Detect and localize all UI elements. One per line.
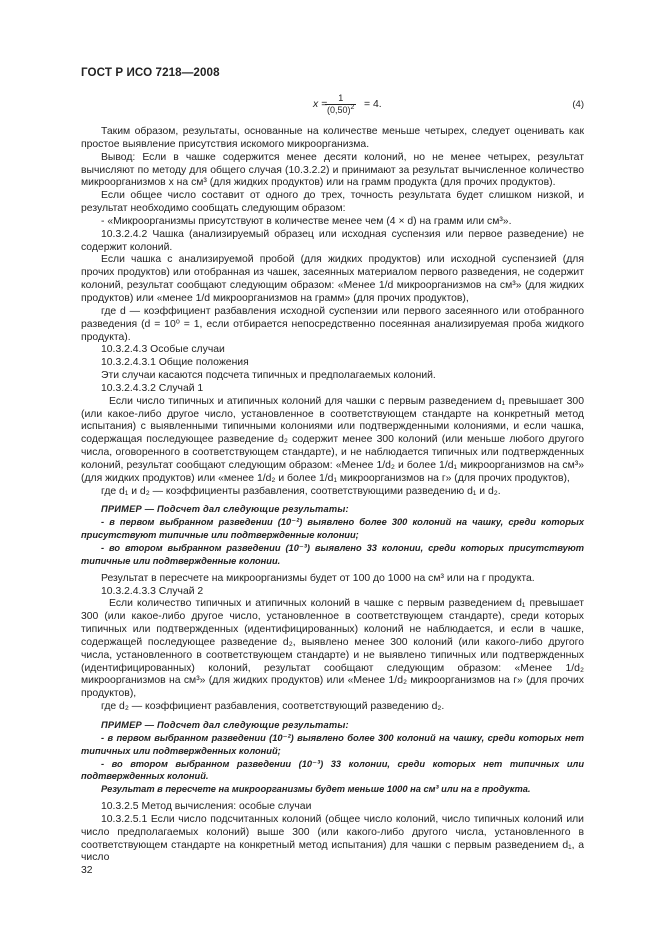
section-heading: 10.3.2.4.3.1 Общие положения bbox=[101, 357, 249, 369]
formula-lhs: x = bbox=[313, 99, 328, 110]
page-number: 32 bbox=[81, 865, 93, 876]
formula-exponent: 2 bbox=[350, 104, 355, 111]
example-line: - в первом выбранном разведении (10⁻²) выявлено более 300 колоний на чашку, среди которых присутствуют типичные или подтвержденные колонии; bbox=[81, 517, 584, 541]
paragraph: 10.3.2.5.1 Если число подсчитанных колоний (общее число колоний, число типичных колоний или число предполагаемых колоний) выше 300 (или какого-либо другого числа, установленного в соответствующем стандарте на конкретный метод испытания) для чашки с первым разведением d₁, а число bbox=[81, 813, 584, 864]
formula-4 bbox=[81, 90, 584, 120]
example-line: - в первом выбранном разведении (10⁻²) выявлено более 300 колоний на чашку, среди которых нет типичных или подтвержденных колоний; bbox=[81, 732, 584, 756]
formula-rhs: = 4. bbox=[364, 99, 382, 110]
example-line: - во втором выбранном разведении (10⁻³) выявлено 33 колонии, среди которых присутствуют типичные или подтвержденные колонии. bbox=[81, 543, 584, 566]
example-title: ПРИМЕР — Подсчет дал следующие результаты: bbox=[101, 719, 349, 730]
paragraph: Если число типичных и атипичных колоний для чашки с первым разведением d₁ превышает 300 (или какое-либо другое число, установленное в соответствующем стандарте на конкретный метод испытания) с выявленными типичными колониями или подтвержденными колониями, и если чашка, содержащая последующее разведение d₂ содержит менее 300 колоний (или меньше любого другого числа, оговоренного в соответствующем стандарте), и не наблюдается типичных или подтвержденных колоний, результат сообщают следующим образом: «Менее 1/d₂ и более 1/d₁ микроорганизмов на см³» (для жидких продуктов) или «менее 1/d₂ и более 1/d₁ микроорганизмов на г» (для прочих продуктов), bbox=[81, 395, 584, 484]
paragraph: 10.3.2.4.2 Чашка (анализируемый образец или исходная суспензия или первое разведение) не содержит колоний. bbox=[81, 228, 584, 253]
paragraph: Если чашка с анализируемой пробой (для жидких продуктов) или исходной суспензией (для прочих продуктов) или отобранная из чашек, засеянных материалом первого разведения, не содержит колоний, результат сообщают следующим образом: «Менее 1/d микроорганизмов на см³» (для жидких продуктов) или «менее 1/d микроорганизмов на грамм» (для прочих продуктов), bbox=[81, 254, 584, 304]
example-line: - во втором выбранном разведении (10⁻³) 33 колонии, среди которых нет типичных или подтвержденных колоний. bbox=[81, 758, 584, 782]
example-1 bbox=[81, 503, 584, 567]
paragraph: Если общее число составит от одного до трех, точность результата будет слишком низкой, и результат необходимо сообщать следующим образом: bbox=[81, 190, 584, 215]
document-header: ГОСТ Р ИСО 7218—2008 bbox=[81, 66, 220, 79]
formula-numerator: 1 bbox=[325, 93, 356, 105]
section-heading: 10.3.2.4.3.2 Случай 1 bbox=[101, 382, 204, 394]
paragraph: Результат в пересчете на микроорганизмы будет от 100 до 1000 на см³ или на г продукта. bbox=[101, 572, 535, 584]
paragraph: Вывод: Если в чашке содержится менее десяти колоний, но не менее четырех, результат вычисляют по методу для общего случая (10.3.2.2) и принимают за результат вычисленное количество микроорганизмов x на см³ (для жидких продуктов) или на грамм продукта (для прочих продуктов). bbox=[81, 151, 584, 189]
formula-fraction bbox=[325, 93, 356, 116]
document-body bbox=[81, 90, 584, 865]
paragraph: где d₁ и d₂ — коэффициенты разбавления, соответствующими разведению d₁ и d₂. bbox=[101, 485, 501, 497]
example-title: ПРИМЕР — Подсчет дал следующие результаты: bbox=[101, 504, 349, 515]
paragraph: Эти случаи касаются подсчета типичных и предполагаемых колоний. bbox=[101, 370, 436, 382]
paragraph: где d₂ — коэффициент разбавления, соответствующий разведению d₂. bbox=[101, 701, 445, 713]
formula-denominator bbox=[325, 105, 356, 116]
paragraph: - «Микроорганизмы присутствуют в количестве менее чем (4 × d) на грамм или см³». bbox=[101, 215, 512, 227]
section-heading: 10.3.2.4.3 Особые случаи bbox=[101, 344, 225, 356]
paragraph: где d — коэффициент разбавления исходной суспензии или первого засеянного или отобранного разведения (d = 10⁰ = 1, если отбирается непосредственно посеянная анализируемая проба жидкого продукта). bbox=[81, 305, 584, 343]
example-line: Результат в пересчете на микроорганизмы будет меньше 1000 на см³ или на г продукта. bbox=[101, 784, 531, 795]
paragraph: Если количество типичных и атипичных колоний в чашке с первым разведением d₁ превышает 300 (или какое-либо другое число, установленное в соответствующем стандарте), среди которых типичных или подтвержденных (идентифицированных) колоний не наблюдается, и если в чашке, содержащей последующее разведение d₂, выявлено менее 300 колоний (или какого-либо другого числа, установленного в соответствующем стандарте) и не выявлено типичных или подтвержденных (идентифицированных) колоний, результат сообщают следующим образом: «Менее 1/d₂ микроорганизмов на см³» (для жидких продуктов) или «Менее 1/d₂ микроорганизмов на г» (для прочих продуктов), bbox=[81, 598, 584, 700]
section-heading: 10.3.2.5 Метод вычисления: особые случаи bbox=[101, 801, 312, 813]
example-2 bbox=[81, 719, 584, 796]
section-heading: 10.3.2.4.3.3 Случай 2 bbox=[101, 585, 204, 597]
formula-denominator-base: (0,50) bbox=[327, 105, 351, 115]
paragraph: Таким образом, результаты, основанные на количестве меньше четырех, следует оценивать как простое выявление присутствия искомого микроорганизма. bbox=[81, 126, 584, 150]
formula-number: (4) bbox=[572, 99, 584, 110]
